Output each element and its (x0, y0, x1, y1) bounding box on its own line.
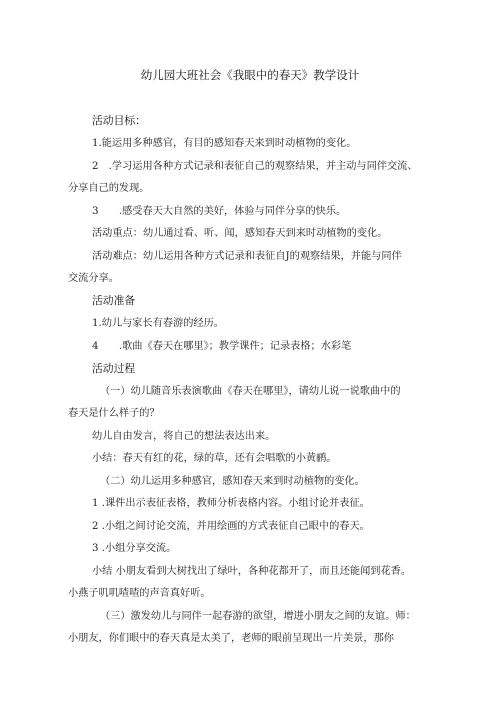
prep-1: 1.幼儿与家长有春游的经历。 (92, 318, 224, 329)
difficult-point (92, 250, 402, 264)
goal-2: 2 .学习运用各种方式记录和表征自己的观察结果，并主动与同伴交流、 (92, 161, 418, 172)
prep-2: 4 .歌曲《春天在哪里》；教学课件；记录表格；水彩笔 (92, 341, 352, 352)
process-summary-1: 小结：春天有红的花，绿的草，还有会唱歌的小黄鹂。 (92, 453, 337, 464)
process-1-continued: 春天是什么样子的？ (68, 408, 160, 419)
process-4: （三）激发幼儿与同伴一起春游的欲望，增进小朋友之间的友谊。师： (100, 611, 416, 622)
difficult-point-label: 活动难点： (92, 251, 143, 262)
process-4-continued: 小朋友，你们眼中的春天真是太美了，老师的眼前呈现出一片美景，那你 (68, 633, 394, 644)
process-step-1: 1 .课件出示表征表格，教师分析表格内容。小组讨论并表征。 (92, 498, 370, 509)
key-point-label: 活动重点： (92, 228, 143, 239)
process-summary-2-continued: 小燕子叽叽喳喳的声音真好听。 (68, 588, 211, 599)
heading-preparation: 活动准备 (92, 294, 136, 307)
document-title: 幼儿园大班社会《我眼中的春天》教学设计 (140, 68, 360, 82)
process-summary-2: 小结 小朋友看到大树找出了绿叶，各种花都开了，而且还能闻到花香。 (92, 566, 412, 577)
key-point (92, 227, 387, 241)
heading-process: 活动过程 (92, 362, 136, 375)
difficult-point-continued: 交流分享。 (68, 273, 119, 284)
heading-goals: 活动目标： (92, 114, 146, 127)
difficult-point-text: 幼儿运用各种方式记录和表征自J的观察结果，并能与同伴 (142, 251, 402, 262)
process-step-2: 2 .小组之间讨论交流，并用绘画的方式表征自己眼中的春天。 (92, 521, 370, 532)
process-step-3: 3 .小组分享交流。 (92, 543, 177, 554)
goal-3: 3 .感受春天大自然的美好，体验与同伴分享的快乐。 (92, 206, 347, 217)
key-point-text: 幼儿通过看、听、闻，感知春天到来时动植物的变化。 (142, 228, 388, 239)
process-1: （一）幼儿随音乐表演歌曲《春天在哪里》，请幼儿说一说歌曲中的 (100, 386, 401, 397)
goal-2-continued: 分享自己的发现。 (68, 183, 150, 194)
process-3: （二）幼儿运用多种感官，感知春天来到时动植物的变化。 (100, 476, 365, 487)
process-2: 幼儿自由发言，将自己的想法表达出来。 (92, 431, 276, 442)
goal-1: 1.能运用多种感官，有目的感知春天来到时动植物的变化。 (92, 138, 357, 149)
